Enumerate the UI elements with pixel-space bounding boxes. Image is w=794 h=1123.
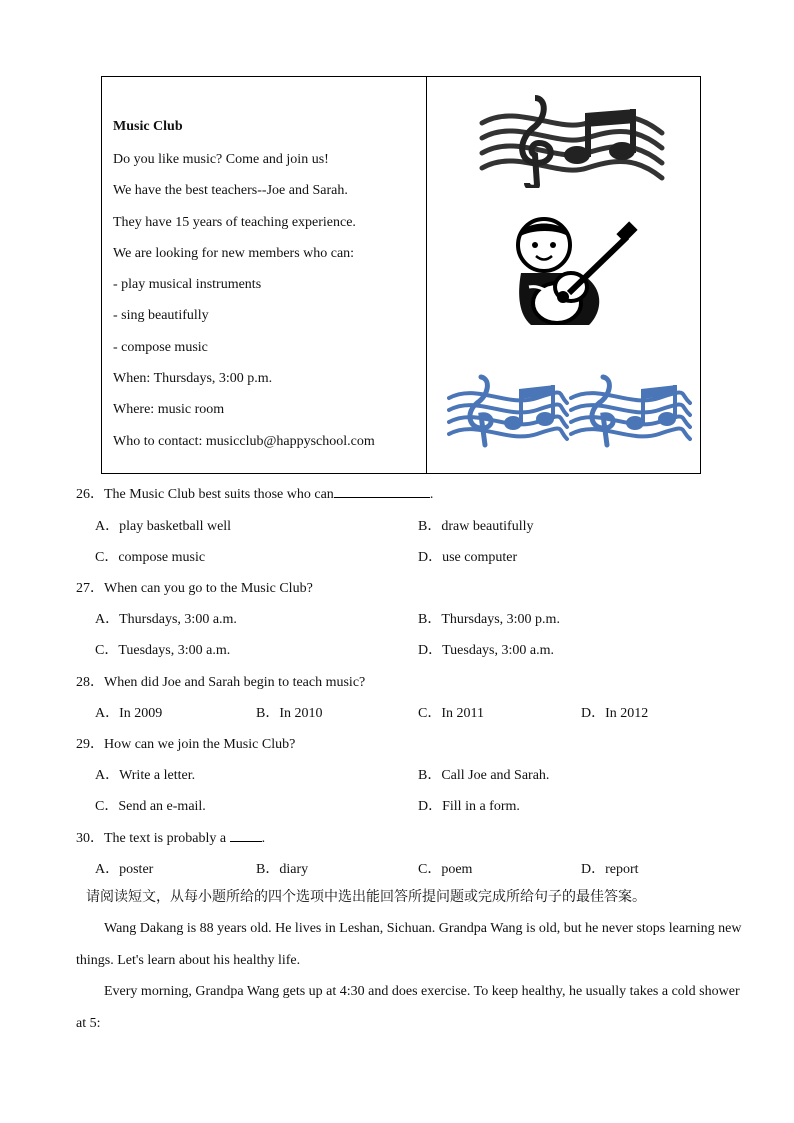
option-c[interactable]: C．Tuesdays, 3:00 a.m. (95, 643, 231, 658)
answer-blank (230, 827, 262, 842)
notice-text-cell (102, 77, 427, 473)
question-text: The text is probably a (104, 831, 227, 846)
question-26 (76, 483, 433, 503)
notice-line: Do you like music? Come and join us! (113, 152, 329, 167)
notice-line: Where: music room (113, 402, 225, 418)
option-a[interactable]: A．Thursdays, 3:00 a.m. (95, 612, 237, 627)
question-number: 27． (76, 581, 104, 596)
option-c[interactable]: C．In 2011 (418, 706, 484, 721)
question-number: 30． (76, 831, 104, 846)
passage-text: Every morning, Grandpa Wang gets up at 4:30 and does exercise. To keep healthy, he usually takes a cold shower at 5: (76, 984, 740, 1031)
option-a[interactable]: A．play basketball well (95, 519, 232, 534)
passage-text: Wang Dakang is 88 years old. He lives in Leshan, Sichuan. Grandpa Wang is old, but he never stops learning new things. Let's learn about his healthy life. (76, 921, 742, 968)
question-number: 26． (76, 487, 104, 502)
notice-line: Who to contact: musicclub@happyschool.com (113, 433, 375, 449)
notice-title: Music Club (113, 119, 183, 134)
notice-line: When: Thursdays, 3:00 p.m. (113, 371, 273, 387)
option-b[interactable]: B．Call Joe and Sarah. (418, 768, 550, 783)
notice-line: - sing beautifully (113, 308, 209, 324)
option-b[interactable]: B．Thursdays, 3:00 p.m. (418, 612, 560, 627)
question-30 (76, 827, 265, 847)
notice-line: - play musical instruments (113, 277, 262, 293)
option-c[interactable]: C．poem (418, 862, 473, 877)
question-27 (76, 577, 313, 597)
notice-line: We have the best teachers--Joe and Sarah. (113, 183, 348, 199)
question-text: How can we join the Music Club? (104, 737, 296, 752)
question-end: . (261, 831, 266, 846)
option-d[interactable]: D．In 2012 (581, 706, 649, 721)
option-c[interactable]: C．Send an e-mail. (95, 799, 206, 814)
question-end: . (429, 487, 434, 502)
option-c[interactable]: C．compose music (95, 550, 206, 565)
music-notes-icon (477, 93, 667, 188)
notice-line: They have 15 years of teaching experience. (113, 214, 356, 230)
option-d[interactable]: D．Fill in a form. (418, 799, 520, 814)
option-d[interactable]: D．report (581, 862, 639, 877)
blue-music-notes-icon (447, 373, 692, 448)
option-a[interactable]: A．In 2009 (95, 706, 163, 721)
question-text: The Music Club best suits those who can (104, 487, 334, 502)
option-d[interactable]: D．use computer (418, 550, 518, 565)
option-a[interactable]: A．Write a letter. (95, 768, 196, 783)
music-club-notice (101, 76, 701, 474)
question-29 (76, 733, 295, 753)
passage-paragraph (76, 913, 748, 976)
boy-guitar-icon (509, 215, 639, 330)
question-text: When can you go to the Music Club? (104, 581, 313, 596)
notice-line: - compose music (113, 339, 208, 355)
answer-blank (334, 483, 430, 498)
passage-paragraph (76, 976, 748, 1039)
option-d[interactable]: D．Tuesdays, 3:00 a.m. (418, 643, 554, 658)
notice-image-cell (427, 77, 700, 473)
question-number: 28． (76, 675, 104, 690)
question-28 (76, 671, 365, 691)
option-a[interactable]: A．poster (95, 862, 154, 877)
reading-instruction: 请阅读短文，从每小题所给的四个选项中选出能回答所提问题或完成所给句子的最佳答案。 (86, 889, 646, 905)
question-number: 29． (76, 737, 104, 752)
option-b[interactable]: B．In 2010 (256, 706, 323, 721)
question-text: When did Joe and Sarah begin to teach music? (104, 675, 366, 690)
notice-line: We are looking for new members who can: (113, 245, 355, 261)
option-b[interactable]: B．draw beautifully (418, 519, 534, 534)
option-b[interactable]: B．diary (256, 862, 309, 877)
